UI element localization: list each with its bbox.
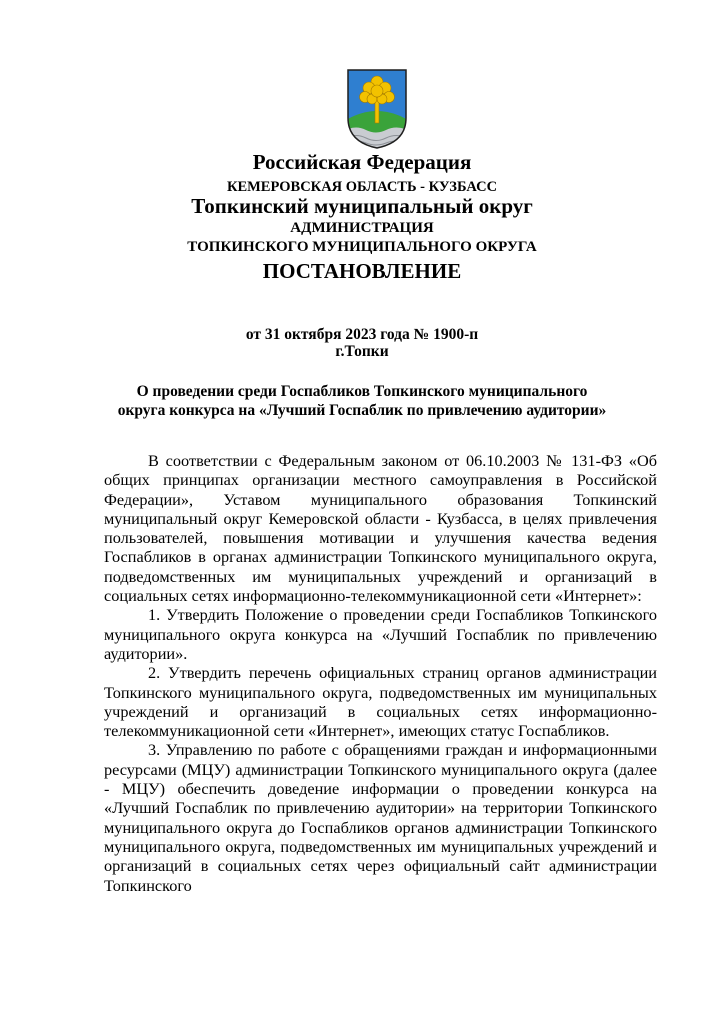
okrug-heading: Топкинский муниципальный округ [191,194,533,218]
administration-heading-line2: ТОПКИНСКОГО МУНИЦИПАЛЬНОГО ОКРУГА [187,239,537,255]
body-preamble: В соответствии с Федеральным законом от 06.10.2003 № 131-ФЗ «Об общих принципах организации местного самоуправления в Российской Федерации», Уставом муниципального образования Топкинский муниципальный округ Кемеровской области - Кузбасса, в целях привлечения пользователей, повышения мотивации и улучшения качества ведения Госпабликов в органах администрации Топкинского муниципального округа, подведомственных им муниципальных учреждений и организаций в социальных сетях информационно-телекоммуникационной сети «Интернет»: [104,451,657,606]
administration-heading-line1: АДМИНИСТРАЦИЯ [290,220,434,236]
body-item-3: 3. Управлению по работе с обращениями граждан и информационными ресурсами (МЦУ) администрации Топкинского муниципального округа (далее - МЦУ) обеспечить доведение информации о проведении конкурса на «Лучший Госпаблик по привлечению аудитории» на территории Топкинского муниципального округа до Госпабликов органов администрации Топкинского муниципального округа, подведомственных им муниципальных учреждений и организаций в социальных сетях через официальный сайт администрации Топкинского [104,740,657,895]
document-title-line2: округа конкурса на «Лучший Госпаблик по привлечению аудитории» [117,402,607,419]
body-item-2: 2. Утвердить перечень официальных страниц органов администрации Топкинского муниципального округа, подведомственных им муниципальных учреждений и организаций в социальных сетях информационно-телекоммуникационной сети «Интернет», имеющих статус Госпабликов. [104,663,657,741]
coat-of-arms-emblem [346,68,408,150]
document-body [104,451,657,895]
document-city: г.Топки [335,343,389,360]
document-title-line1: О проведении среди Госпабликов Топкинского муниципального [136,383,588,400]
country-heading: Российская Федерация [252,150,472,174]
region-heading: КЕМЕРОВСКАЯ ОБЛАСТЬ - КУЗБАСС [226,179,498,195]
document-type-heading: ПОСТАНОВЛЕНИЕ [262,259,462,283]
body-item-1: 1. Утвердить Положение о проведении среди Госпабликов Топкинского муниципального округа конкурса на «Лучший Госпаблик по привлечению аудитории». [104,605,657,663]
document-date-number: от 31 октября 2023 года № 1900-п [245,326,479,343]
